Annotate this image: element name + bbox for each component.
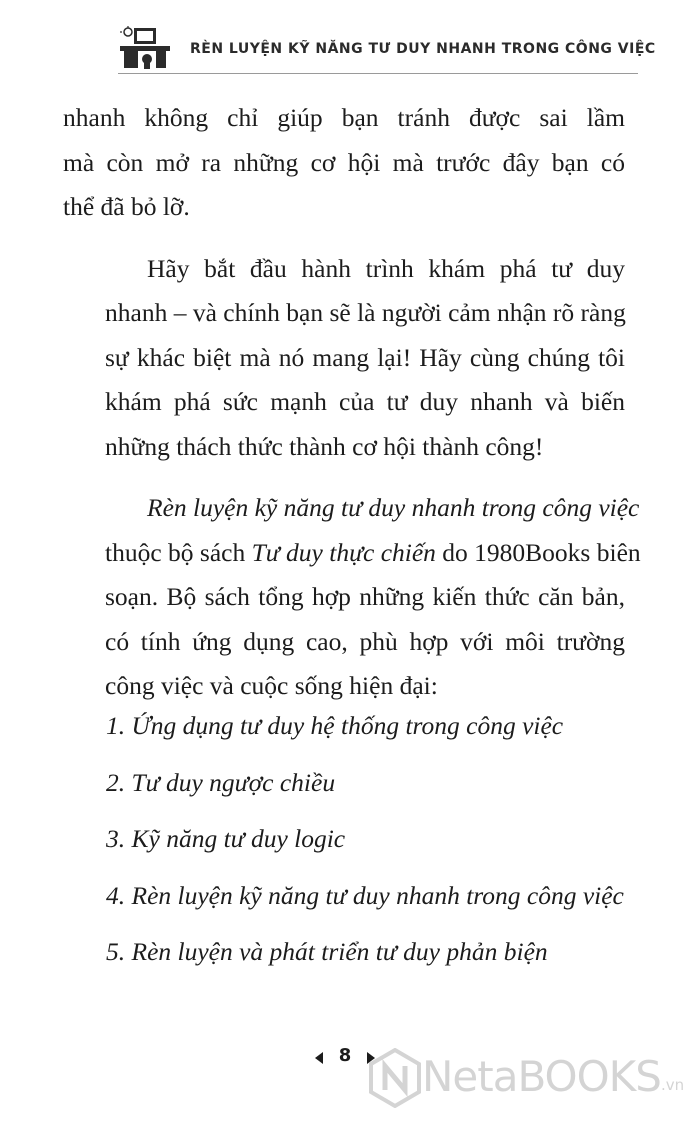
text-line: Hãy bắt đầu hành trình khám phá tư duy [147,253,625,283]
text-line: mà còn mở ra những cơ hội mà trước đây bạn có [63,147,625,177]
header-divider [118,73,638,74]
paragraph-invitation [63,247,625,470]
text-line: nhanh – và chính bạn sẽ là người cảm nhận rõ ràng [105,298,626,327]
text-line: thể đã bỏ lỡ. [63,192,190,221]
list-item: 2. Tư duy ngược chiều [106,767,336,797]
page-number: 8 [338,1045,352,1066]
series-book-list [106,706,646,989]
list-item: 1. Ứng dụng tư duy hệ thống trong công việc [106,711,564,740]
running-header [0,0,700,80]
text-run: thuộc bộ sách [105,537,252,567]
text-run: do 1980Books biên [435,537,641,567]
running-header-title: RÈN LUYỆN KỸ NĂNG TƯ DUY NHANH TRONG CÔNG VIỆC [190,41,656,57]
list-item: 3. Kỹ năng tư duy logic [106,824,346,853]
list-item: 5. Rèn luyện và phát triển tư duy phản biện [106,937,548,966]
page-body [63,96,641,709]
list-item: 4. Rèn luyện kỹ năng tư duy nhanh trong công việc [106,880,624,910]
text-line: có tính ứng dụng cao, phù hợp với môi trường [105,626,625,656]
netabooks-watermark [364,1042,694,1116]
netabooks-logo-icon [368,1048,422,1108]
text-line: khám phá sức mạnh của tư duy nhanh và biến [105,387,625,416]
book-title-italic: Rèn luyện kỹ năng tư duy nhanh trong công việc [147,493,640,522]
text-line: những thách thức thành cơ hội thành công! [105,431,544,461]
text-line: sự khác biệt mà nó mang lại! Hãy cùng chúng tôi [105,342,625,372]
paragraph-series-intro [63,486,641,709]
text-line: công việc và cuộc sống hiện đại: [105,671,438,700]
text-line: nhanh không chỉ giúp bạn tránh được sai lầm [63,103,625,132]
office-desk-icon [118,26,174,70]
text-line [63,531,641,576]
watermark-tld: .vn [661,1076,685,1094]
text-line: soạn. Bộ sách tổng hợp những kiến thức căn bản, [105,582,625,611]
series-title-italic: Tư duy thực chiến [251,537,436,567]
paragraph-continuation [63,96,625,230]
watermark-brand: NetaBOOKS [422,1052,661,1101]
